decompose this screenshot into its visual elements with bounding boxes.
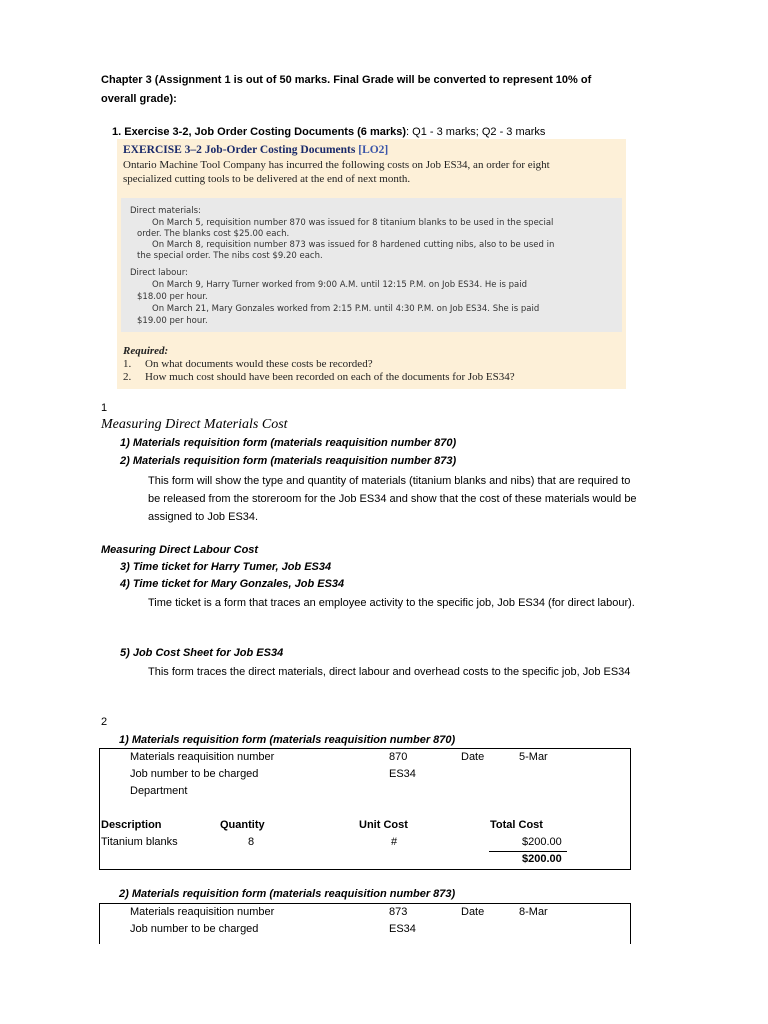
direct-materials-2a: On March 8, requisition number 873 was issued for 8 hardened cutting nibs, also to be used in	[152, 240, 555, 250]
question-1: On what documents would these costs be recorded?	[145, 358, 373, 370]
req-number-label-2: Materials reaquisition number	[130, 906, 275, 918]
answer-item-4: 4) Time ticket for Mary Gonzales, Job ES34	[120, 578, 345, 590]
date-label-2: Date	[461, 906, 485, 918]
exercise-title-marks: : Q1 - 3 marks; Q2 - 3 marks	[406, 126, 546, 138]
exercise-lo-tag: [LO2]	[358, 144, 389, 156]
question-2-number: 2.	[123, 371, 132, 383]
exercise-heading	[123, 144, 388, 156]
direct-labour-2a: On March 21, Mary Gonzales worked from 2:15 P.M. until 4:30 P.M. on Job ES34. She is paid	[152, 304, 540, 314]
direct-materials-2b: the special order. The nibs cost $9.20 each.	[137, 251, 323, 261]
row-total-cost: $200.00	[522, 836, 562, 848]
grand-total: $200.00	[522, 853, 562, 865]
answer-item-3: 3) Time ticket for Harry Tumer, Job ES34	[120, 561, 332, 573]
direct-materials-label: Direct materials:	[130, 206, 201, 216]
job-number-value: ES34	[389, 768, 416, 780]
row-unit-cost: #	[391, 836, 398, 848]
answer-paragraph-3: This form traces the direct materials, direct labour and overhead costs to the specific job, Job ES34	[148, 666, 631, 678]
direct-labour-2b: $19.00 per hour.	[137, 316, 208, 326]
answer-1-number: 1	[101, 402, 108, 414]
col-total-cost: Total Cost	[490, 819, 543, 831]
answer-paragraph-2: Time ticket is a form that traces an employee activity to the specific job, Job ES34 (for direct labour).	[148, 597, 635, 609]
direct-materials-1b: order. The blanks cost $25.00 each.	[137, 229, 290, 239]
exercise-heading-text: EXERCISE 3–2 Job-Order Costing Documents	[123, 144, 356, 156]
answer-item-5: 5) Job Cost Sheet for Job ES34	[120, 647, 284, 659]
col-description: Description	[101, 819, 162, 831]
direct-materials-heading: Measuring Direct Materials Cost	[101, 417, 288, 432]
job-number-label: Job number to be charged	[130, 768, 259, 780]
col-quantity: Quantity	[220, 819, 265, 831]
requisition-form-870	[99, 748, 631, 870]
required-label: Required:	[123, 345, 169, 357]
direct-labour-heading: Measuring Direct Labour Cost	[101, 544, 259, 556]
req-number-value-2: 873	[389, 906, 408, 918]
total-rule	[489, 851, 567, 852]
department-label: Department	[130, 785, 188, 797]
answer-item-1: 1) Materials requisition form (materials reaquisition number 870)	[120, 437, 457, 449]
question-1-number: 1.	[123, 358, 132, 370]
requisition-form-873	[99, 903, 631, 944]
direct-labour-label: Direct labour:	[130, 268, 188, 278]
chapter-header-line1: Chapter 3 (Assignment 1 is out of 50 marks. Final Grade will be converted to represent 10% of	[101, 74, 592, 86]
form-1-title: 1) Materials requisition form (materials reaquisition number 870)	[119, 734, 456, 746]
date-value: 5-Mar	[519, 751, 548, 763]
exercise-intro-2: specialized cutting tools to be delivered at the end of next month.	[123, 173, 411, 185]
date-label: Date	[461, 751, 485, 763]
answer-paragraph-1: This form will show the type and quantity of materials (titanium blanks and nibs) that are required to be released from the storeroom for the Job ES34 and show that the cost of these materials would be assigned to Job ES34.	[148, 475, 637, 523]
row-description: Titanium blanks	[101, 836, 178, 848]
exercise-title	[112, 126, 545, 138]
chapter-header-line2: overall grade):	[101, 93, 177, 105]
job-number-value-2: ES34	[389, 923, 416, 935]
job-number-label-2: Job number to be charged	[130, 923, 259, 935]
date-value-2: 8-Mar	[519, 906, 548, 918]
direct-materials-1a: On March 5, requisition number 870 was issued for 8 titanium blanks to be used in the special	[152, 218, 554, 228]
row-quantity: 8	[248, 836, 255, 848]
direct-labour-1a: On March 9, Harry Turner worked from 9:00 A.M. until 12:15 P.M. on Job ES34. He is paid	[152, 280, 528, 290]
direct-labour-1b: $18.00 per hour.	[137, 292, 208, 302]
form-2-title: 2) Materials requisition form (materials reaquisition number 873)	[119, 888, 456, 900]
col-unit-cost: Unit Cost	[359, 819, 408, 831]
answer-2-number: 2	[101, 716, 108, 728]
answer-item-2: 2) Materials requisition form (materials reaquisition number 873)	[120, 455, 457, 467]
exercise-title-bold: 1. Exercise 3-2, Job Order Costing Documents (6 marks)	[112, 126, 407, 138]
exercise-intro-1: Ontario Machine Tool Company has incurred the following costs on Job ES34, an order for eight	[123, 159, 550, 171]
req-number-value: 870	[389, 751, 408, 763]
req-number-label: Materials reaquisition number	[130, 751, 275, 763]
question-2: How much cost should have been recorded on each of the documents for Job ES34?	[145, 371, 515, 383]
